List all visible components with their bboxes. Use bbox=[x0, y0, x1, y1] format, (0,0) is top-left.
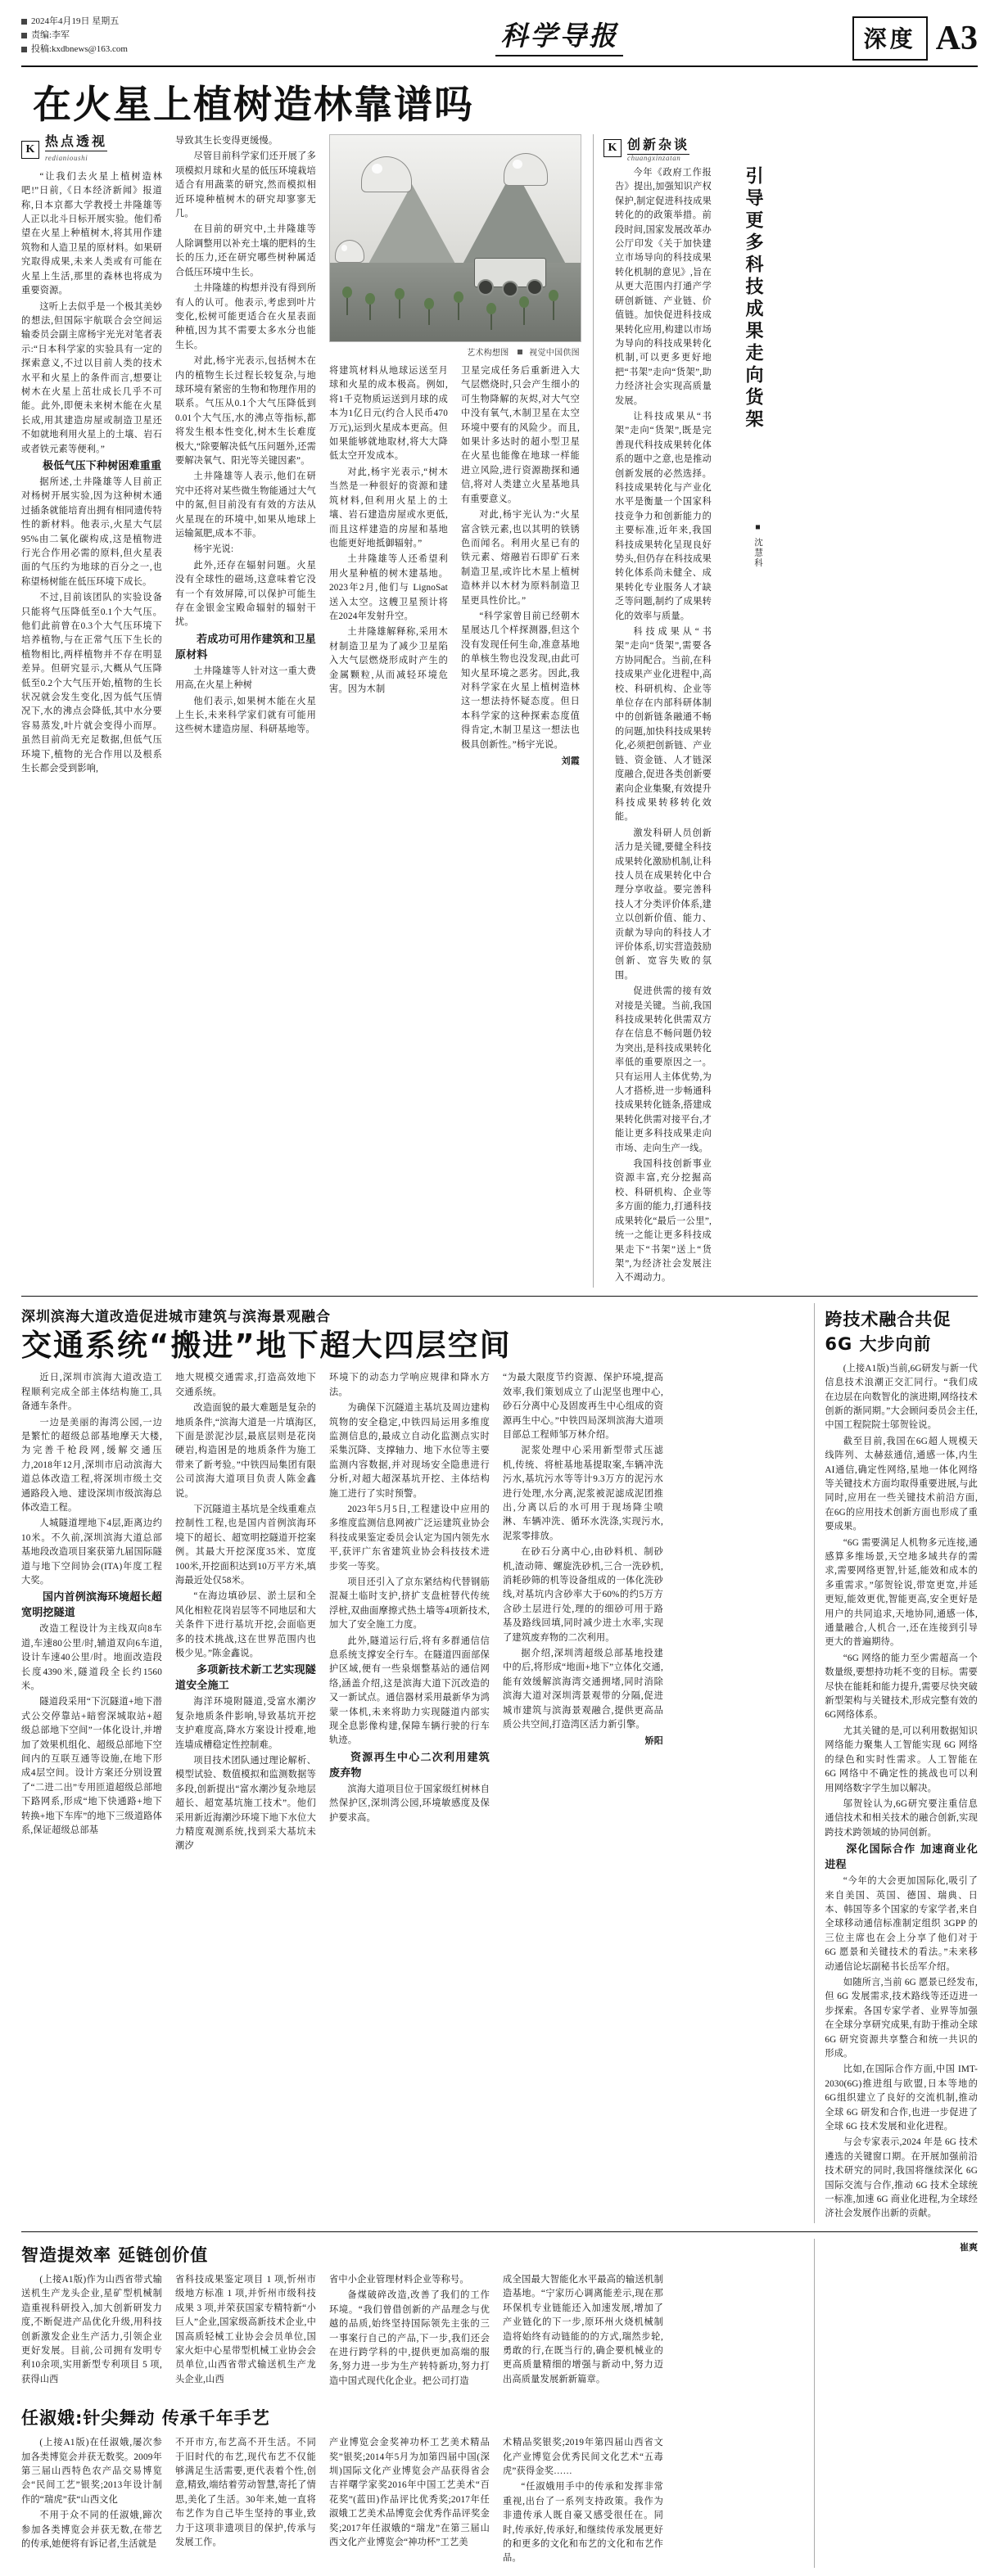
paragraph: 对此,杨宇光认为:“火星富含铁元素,也以其明的铁锈色而闻名。利用火星已有的铁元素、熔融岩石即矿石来制造卫星,或许比木星上植树造林并以木材为原料制造卫星更具性价比。” bbox=[461, 510, 580, 606]
column-badge bbox=[21, 134, 107, 166]
tree-icon bbox=[490, 312, 492, 330]
paragraph: 土井隆雄等人还希望利用火星种植的树木建基地。2023年2月,他们与 LignoSat 送入太空。这艘卫星预计将在2024年发射升空。 bbox=[329, 554, 448, 621]
paragraph: 将建筑材料从地球运送至月球和火星的成本极高。例如,将1千克物质运送到月球的成本为1亿日元(约合人民币470万元),运到火星成本更高。但如果能够就地取材,将大大降低太空开发成本。 bbox=[329, 366, 448, 462]
rover-wheel-icon bbox=[502, 281, 518, 297]
tree-icon bbox=[458, 300, 459, 320]
paragraph: 环境下的动态力学响应规律和降水方法。 bbox=[329, 1373, 490, 1397]
paragraph: 产业博览会金奖神功杯工艺美术精品奖”银奖;2014年5月为加第四届中国(深圳)国际文化产业博览会产品获得省会吉祥曙学家奖2016年中国工艺美术“百花奖”(蓝田)作品评比优秀奖;2017年任淑娥工艺美术品博览会优秀作品评奖金奖;2017年任淑娥的“瑞龙”在第三届山西文化产业博览会“神功杯”工艺美 bbox=[329, 2438, 490, 2547]
article4-col1 bbox=[21, 2273, 162, 2390]
page-title: 在火星上植树造林靠谱吗 bbox=[33, 83, 474, 128]
paragraph: 项目技术团队通过理论解析、模型试验、数值模拟和监测数据等多段,创新提出“富水潮沙复杂地层超长、超宽基坑施工技术”。他们采用新近海潮沙环境下地下水位大力精度观测系统,找到采大基坑未潮汐 bbox=[175, 1756, 316, 1852]
editorial-author: ■ 沈慧科 bbox=[753, 523, 762, 569]
paragraph: 海洋环境附隧道,受富水潮汐复杂地质条件影响,导致基坑开挖支护难度高,降水方案设计授难,地连墙成槽稳定性控制难。 bbox=[175, 1697, 316, 1750]
bottom-left-block bbox=[21, 2239, 801, 2568]
paragraph: 为确保下沉隧道主基坑及周边建构筑物的安全稳定,中铁四局运用多维度监测信息的,最成立自动化监测点实时采集沉降、支撑轴力、地下水位等主要监测内容数据,并对现场安全隐患进行分析,对超大超深基坑开挖、主体结构施工进行了实时预警。 bbox=[329, 1403, 490, 1499]
paragraph: 他们表示,如果树木能在火星上生长,未来科学家们就有可能用这些树木建造房屋、科研基地等。 bbox=[175, 696, 316, 735]
editorial-badge-pinyin: chuangxinzatan bbox=[627, 154, 681, 163]
paragraph: 土井隆雄等人针对这一重大费用高,在火星上种树 bbox=[175, 665, 316, 691]
page-number: A3 bbox=[935, 20, 978, 57]
article5-title: 任淑娥:针尖舞动 传承千年手艺 bbox=[21, 2408, 270, 2429]
paragraph: 近日,深圳市滨海大道改造工程顺利完成全部主体结构施工,具备通车条件。 bbox=[21, 1373, 162, 1412]
paragraph: 省科技成果鉴定项目 1 项,忻州市级地方标准 1 项,并忻州市级科技成果 3 项,并荣获国家专精特新“小巨人”企业,国家级高新技术企业,中国高质轻械工业协会会员单位,国家火炬中心星带型机械工业协会会员单位,山西省带式输送机生产龙头企业,山西 bbox=[175, 2274, 316, 2384]
paragraph: 据所述,土井隆雄等人目前正对杨树开展实验,因为这种树木通过插条就能培育出拥有相同遗传特性的新材料。他表示,火星大气层95%由二氧化碳构成,这是植物进行光合作用必需的原料,但火星表面的气压约为地球的百分之一,也称望杨树能在低压环境下成长。 bbox=[21, 476, 162, 587]
paragraph: 这听上去似乎是一个极其美妙的想法,但国际宇航联合会空间运输委员会副主席杨宇光光对笔者表示:“日本科学家的实验具有一定的探索意义,不过以目前人类的技术水平和火星上的条件而言,想要让树木在火星上茁壮成长几乎不可能。此外,即便未来树木能在火星长成,用其建造房屋或制造卫星还不如就地利用火星上的土壤、岩石或者铁元素等便利。” bbox=[21, 301, 162, 454]
masthead bbox=[21, 13, 978, 67]
separator-square-icon bbox=[518, 350, 522, 354]
section-header bbox=[852, 13, 978, 61]
figure-caption-row bbox=[329, 345, 580, 358]
paragraph: 备煤破碎改造,改善了我们的工作环境。“我们曾借创新的产品理念与优越的品质,始终坚持国际领先主张的三一事案行自己的产品,下一步,我们还会在进行跨学科的中,提供更加高端的服务,努力进一步为生产转特新功,努力打造中国式现代化企业。把公司打造 bbox=[329, 2290, 490, 2386]
tree-icon bbox=[399, 297, 400, 318]
tree-icon bbox=[346, 295, 348, 315]
paragraph: 此外,隧道运行后,将有多群通信信息系统支撑安全行车。在隧道四面部保护区域,便有一些泉烟整基站的通信网络,涵盖介绍,这是滨海大道下沉改造的又一新试点。通信器材采用最新华为鸿蒙一体机,未来将助力实现隧道内部实现全息影像构建,保障车辆行驶的行车轨迹。 bbox=[329, 1635, 490, 1746]
article5-col1 bbox=[21, 2436, 162, 2568]
article1-col3 bbox=[329, 364, 448, 769]
paragraph: 此外,还存在辐射问题。火星没有全球性的磁场,这意味着它没有一个有效屏障,可以保护可能生存在金银金宝殿命辐射的辐射干扰。 bbox=[175, 560, 316, 628]
paper-name: 科学导报 bbox=[495, 15, 623, 56]
editorial-body bbox=[603, 166, 764, 1288]
paragraph: 土井隆雄的构想并没有得到所有人的认可。他表示,考虑到叶片变化,松树可能更适合在火星表面种植,因为其不需要太多水分也能生长。 bbox=[175, 283, 316, 350]
paragraph: 截至目前,我国在6G超人规模天线阵列、太赫兹通信,通感一体,内生AI通信,确定性网络,星地一体化网络等关键技术方面均取得重要进展,与此同时,应用在一些关键技术前沿方面,在6G的应用技术创新方面也形成了重要成果。 bbox=[825, 1436, 978, 1532]
paragraph: “今年的大会更加国际化,吸引了来自美国、英国、德国、瑞典、日本、韩国等多个国家的专家学者,来自全球移动通信标准制定组织 3GPP 的三位主席也在会上分享了他们对于 6G 愿景和关键技术的看法。”未来移动通信论坛副秘书长岳军介绍。 bbox=[825, 1876, 978, 1972]
publication-date: 2024年4月19日 星期五 bbox=[21, 15, 267, 29]
paragraph: 不开市方,布艺高不开生活。不同于旧时代的布艺,现代布艺不仅能够满足生活需要,更代表着个性,创意,精致,端结着劳动智慧,寄托了情思,美化了生活。30年来,她一直将布艺作为自己毕生坚持的事业,致力于这项非遗项目的保护,传承与发展工作。 bbox=[175, 2438, 316, 2547]
paragraph: 改造面貌的最大难题是复杂的地质条件,“滨海大道是一片填海区,下面是淤泥沙层,最底层则是花岗硬岩,构造困是的地质条件为施工带来了新考验。”中铁四局集团有限公司滨海大道项目负责人陈金鑫说。 bbox=[175, 1403, 316, 1499]
subheading: 极低气压下种树困难重重 bbox=[43, 459, 162, 472]
article1-byline: 刘霞 bbox=[561, 756, 580, 767]
section-divider bbox=[21, 1296, 978, 1297]
paragraph: 人城隧道埋地下4层,距离边约10米。不久前,深圳滨海大道总部基地段改造项目案获第九届国际隧道与地下空间协会(ITA)年度工程大奖。 bbox=[21, 1518, 162, 1586]
paragraph: 项目还引入了京东紧结构代替钢筋混凝土临时支护,挤扩支盘桩替代传统浮桩,双曲面摩擦式热土墙等4项新技术,加大了安全施工力度。 bbox=[329, 1577, 490, 1631]
article5-col4 bbox=[503, 2436, 663, 2568]
paragraph: 据介绍,深圳湾超级总部基地投建中的后,将形成“地面+地下”立体化交通,能有效缓解滨海湾交通拥堵,同时消除滨海大道对深圳湾景观带的分隔,促进城市建筑与滨海景观融合,提供更高品质公共空间,打造湾区活力新引擎。 bbox=[503, 1649, 663, 1730]
editorial-text bbox=[615, 166, 712, 1288]
paragraph: 地大规模交通需求,打造高效地下交通系统。 bbox=[175, 1373, 316, 1397]
article1-col4 bbox=[461, 364, 580, 769]
article2-byline: 矫阳 bbox=[644, 1736, 663, 1747]
paragraph: 邬贺铨认为,6G研究要注重信息通信技术和相关技术的融合创新,实现跨技术跨领域的协同创新。 bbox=[825, 1798, 978, 1838]
editorial-badge-label: 创新杂谈 bbox=[627, 137, 689, 155]
editor-line: 责编:李军 bbox=[21, 29, 267, 43]
section-label: 深度 bbox=[852, 16, 928, 61]
subheading: 深化国际合作 加速商业化进程 bbox=[825, 1843, 978, 1872]
figure-caption: 艺术构想图 bbox=[467, 349, 509, 359]
headline-row bbox=[21, 79, 978, 128]
paragraph: “任淑娥用手中的传承和发挥非常重视,出台了一系列支持政策。我作为非遗传承人既自豪又感受很任在。同时,传承好,传承好,和继续传承发展更好的和更多的文化和布艺的文化和布艺作品。 bbox=[503, 2482, 663, 2564]
paragraph: 卫星完成任务后重新进入大气层燃烧时,只会产生细小的可生物降解的灰烬,对大气空中没有氧气,木制卫星在太空环境中要有的风险少。而且,如果计多达时的超小型卫星在火星也能像在地球一样能进立风险,进行资源勘探和通信,将对人类建立火星基地具有重要意义。 bbox=[461, 366, 580, 504]
paragraph: 对此,杨宇光表示,包括树木在内的植物生长过程长较复杂,与地球环境有紧密的生物和物理作用的联系。气压从0.1个大气压降低到0.01个大气压,水的沸点等指标,都将发生根本性变化,树木生长难度极大,“除要解决低气压问题外,还需要解决氧气、阳光等关键因素”。 bbox=[175, 356, 316, 466]
article2-col2 bbox=[175, 1371, 316, 1856]
page-signature: 崔爽 bbox=[960, 2242, 978, 2253]
paragraph: (上接A1版)作为山西省带式输送机生产龙头企业,星矿型机械制造重视科研投入,加大创新研发力度,不断促进产品优化升级,用科技创新激发企业生产活力,引领企业更好发展。目前,公司拥有发明专利10余项,实用新型专利项目 5 项,获得山西 bbox=[21, 2274, 162, 2384]
subheading: 国内首例滨海环境超长超宽明挖隧道 bbox=[21, 1591, 162, 1620]
article2-col1 bbox=[21, 1371, 162, 1856]
tree-icon bbox=[523, 305, 525, 325]
paragraph: 激发科研人员创新活力是关键,要健全科技成果转化激励机制,让科技人员在成果转化中合理分享收益。要完善科技人才分类评价体系,建立以创新价值、能力、贡献为导向的科技人才评价体系,切实营造鼓励创新、宽容失败的氛围。 bbox=[615, 828, 712, 981]
submission-email: 投稿:kxdbnews@163.com bbox=[21, 43, 267, 56]
figure-credit: 视觉中国供图 bbox=[529, 349, 580, 359]
article2-col3 bbox=[329, 1371, 490, 1856]
article4-col4 bbox=[503, 2273, 663, 2390]
paragraph: “6G 网络的能力至少需超高一个数量级,要想持功耗不变的目标。需要尽快在能耗和能力提升,需要尽快突破新型架构与关键技术,形成完整有效的6G网络体系。 bbox=[825, 1653, 978, 1721]
bottom-right-spacer bbox=[814, 2239, 978, 2568]
editorial-column bbox=[593, 134, 764, 1288]
column-badge-pinyin: redianioushi bbox=[45, 154, 88, 163]
article1-col1 bbox=[21, 134, 162, 1288]
paragraph: 让科技成果从“书架”走向“货架”,既是完善现代科技成果转化体系的题中之意,也是推动创新发展的必然选择。科技成果转化与产业化水平是衡量一个国家科技竞争力和创新能力的主要标准,近年来,我国科技成果转化呈现良好势头,但仍存在科技成果转化体系尚未健全、成果转化专业服务人才缺乏等问题,制约了成果转化的效率与质量。 bbox=[615, 411, 712, 621]
tree-icon bbox=[428, 307, 430, 325]
paragraph: 尤其关键的是,可以利用数据知识网络能力聚集人工智能实现 6G 网络的绿色和实时性需求。人工智能在 6G 网络中不确定性的挑战也可以利用网络数字学生加以解决。 bbox=[825, 1726, 978, 1793]
editorial-title: 引导更多科技成果走向货架 bbox=[743, 166, 763, 432]
paragraph: 在砂石分离中心,由砂料机、制砂机,渣动筛、螺旋洗砂机,三合一洗砂机,消耗砂筛的机等设备组成的一体化洗砂线,对基坑内含砂率大于60%的约5万方含砂土层进行处,理的的细砂可用于路基及路线回填,同时减少进土水率,实现了建筑废弃物的二次利用。 bbox=[503, 1547, 663, 1643]
paragraph: 滨海大道项目位于国家级红树林自然保护区,深圳湾公园,环境敏感度及保护要求高。 bbox=[329, 1784, 490, 1823]
paragraph: 2023年5月5日,工程建设中应用的多维度监测信息网被广泛运建筑业协会科技成果鉴定委员会认定为国内领先水平,获评广东省建筑业协会科技技术进步奖一等奖。 bbox=[329, 1504, 490, 1572]
paragraph: 导致其生长变得更缓慢。 bbox=[175, 136, 278, 147]
column-badge-label: 热点透视 bbox=[45, 133, 107, 151]
article2-title: 交通系统“搬进”地下超大四层空间 bbox=[21, 1327, 512, 1363]
article3-title: 跨技术融合共促 6G 大步向前 bbox=[825, 1309, 952, 1354]
badge-letter-icon: K bbox=[603, 139, 622, 157]
paragraph: 下沉隧道主基坑是全线重难点控制性工程,也是国内首例滨海环境下的超长、超宽明挖隧道开挖案例。其最大开挖深度35米、宽度100米,开挖面积达到10万平方米,填海最近处仅58米。 bbox=[175, 1504, 316, 1586]
article4-col3 bbox=[329, 2273, 490, 2390]
paragraph: 隧道段采用“下沉隧道+地下潜式公交停靠站+暗窖深城取站+超级总部地下空间”一体化设计,并增加了效果机组化、超级总部地下空间内的互联互通等设施,在地下形成4层空间。设计方案还分别设置了“二进二出”专用匝道超级总部地下路网系,形成“地下快通路+地下转换+地下车库”的地下三级道路体系,保证超级总部基 bbox=[21, 1697, 162, 1836]
paragraph: 如随所言,当前 6G 愿景已经发布,但 6G 发展需求,技术路线等还迈进一步探索。各国专家学者、业界等加强在全球分享研究成果,有助于推动全球 6G 研究资源共享整合和统一共识的形成。 bbox=[825, 1977, 978, 2059]
section-divider bbox=[21, 2231, 978, 2232]
paragraph: 杨宇光说: bbox=[193, 544, 234, 555]
paragraph: 在目前的研究中,土井隆雄等人除调整用以补充土壤的肥料的生长的压力,还在研究哪些树种属适合低压环境中生长。 bbox=[175, 224, 316, 277]
paragraph: 改造工程设计为主线双向8车道,车速80公里/时,辅道双向6车道,设计车速40公里/时。地面改造段长度4390米,隧道段全长约1560米。 bbox=[21, 1624, 162, 1691]
paragraph: “让我们去火星上植树造林吧!”日前,《日本经济新闻》报道称,日本京都大学教授土井隆雄等人正以北斗日标开展实验。他们希望在火星上种植树木,将其用作建筑物和人造卫星的原材料。如果研究取得成果,未来人类或有可能在火星上生活,那里的森林也将成为重要资源。 bbox=[21, 171, 162, 296]
subheading: 资源再生中心二次利用建筑废弃物 bbox=[329, 1751, 490, 1780]
mars-illustration bbox=[329, 134, 581, 342]
paragraph: (上接A1版)在任淑娥,屡次参加各类博览会并获无数奖。2009年第三届山西特色农产品交易博览会“民间工艺”银奖;2013年设计制作的“瑞虎”获“山西文化 bbox=[21, 2438, 162, 2505]
paragraph: 比如,在国际合作方面,中国 IMT-2030(6G)推进组与欧盟,日本等地的6G组织建立了良好的交流机制,推动全球 6G 研发和合作,也进一步促进了全球 6G 技术发展和业化进程。 bbox=[825, 2064, 978, 2132]
paragraph: “6G 需要满足人机物多元连接,通感算多维场景,天空地多域共存的需求,需要网络更智,针延,能效和成本的多重需求。”邬贺铨说,带宽更宽,并延更短,能效更优,智能更高,安全更好是用户的共同追求,天地协同,通感一体,通量融合,人机合一,还在连接到引导更大的普遍期待。 bbox=[825, 1537, 978, 1648]
article2-col4 bbox=[503, 1371, 663, 1856]
editorial-badge bbox=[603, 134, 689, 162]
paragraph: 我国科技创新事业资源丰富,充分挖掘高校、科研机构、企业等多方面的能力,打通科技成果转化“最后一公里”,统一之能让更多科技成果走下“书架”送上“货架”,为经济社会发展注入不竭动力。 bbox=[615, 1159, 712, 1283]
paragraph: 土井隆雄等人表示,他们在研究中还将对某些微生物能通过大气中的氮,但目前没有有效的方法从火星现在的环境中,如果从地球上运输氮肥,成本不菲。 bbox=[175, 471, 316, 539]
paragraph: 不用于众不同的任淑娥,蹄次参加各类博览会并获无数,在带艺的传承,她便将有诉记者,生活就是 bbox=[21, 2511, 162, 2549]
article-hot-topic bbox=[21, 134, 978, 1288]
paragraph: (上接A1版)当前,6G研发与新一代信息技术浪潮正交汇同行。“我们成在边层在向数智化的演进期,网络技术创新的渐同期。”大会顾问委员会主任,中国工程院院士邬贺铨说。 bbox=[825, 1363, 978, 1431]
paragraph: 促进供需的接有效对接是关键。当前,我国科技成果转化供需双方存在信息不畅问题仍较为突出,是科技成果转化率低的重要原因之一。只有运用人主体优势,为人才搭桥,进一步畅通科技成果转化链条,搭建成果转化供需对接平台,才能让更多科技成果走向市场、走向生产一线。 bbox=[615, 986, 712, 1153]
paragraph: “为最大限度节约资源、保护环境,提高效率,我们策划成立了山泥坚也理中心,砂石分离中心及固废再生中心组成的资源再生中心。”中铁四局深圳滨海大道项目部总工程师邹万林介绍。 bbox=[503, 1373, 663, 1440]
tree-icon bbox=[553, 299, 554, 320]
article2-block bbox=[21, 1303, 801, 2223]
paragraph: “在海边填砂层、淤土层和全风化相粒花岗岩层等不同地层和大关条件下进行基坑开挖,会面临更多的技术挑战,这在世界范围内也极少见。”陈金鑫说。 bbox=[175, 1591, 316, 1658]
paragraph: 不过,目前该团队的实验设备只能将气压降低至0.1个大气压。他们此前曾在0.3个大气压环境下培养植物,与在正常气压下生长的植物相比,两样植物并不存在明显差异。但研究显示,大概从气压降低至0.2个大气压开始,植物的生长状况就会发生变化,因为低气压情况下,水的沸点会降低,其中水分要容易蒸发,叶片就会变得小而厚。虽然目前尚无充足数据,但低气压环境下,植物的光合作用以及根系生长都会受到影响, bbox=[21, 593, 162, 774]
paragraph: 一边是美丽的海湾公园,一边是繁忙的超级总部基地摩天大楼,为完善千枪段网,缓解交通压力,2018年12月,深圳市启动滨海大道总体改造工程,将深圳市级土交通路段入地、建设深圳市级滨海总体改造工程。 bbox=[21, 1417, 162, 1513]
article2-kicker: 深圳滨海大道改造促进城市建筑与滨海景观融合 bbox=[21, 1308, 331, 1325]
paragraph: 省中小企业管理材料企业等称号。 bbox=[329, 2274, 469, 2285]
subheading: 多项新技术新工艺实现隧道安全施工 bbox=[175, 1664, 316, 1693]
article3-text bbox=[825, 1362, 978, 2222]
article-6g bbox=[814, 1303, 978, 2223]
paragraph: 术精品奖银奖;2019年第四届山西省文化产业博览会优秀民间文化艺术“五毒虎”获得金奖…… bbox=[503, 2438, 663, 2476]
badge-letter-icon: K bbox=[21, 141, 39, 159]
article1-col2 bbox=[175, 134, 316, 1288]
paragraph: 科技成果从“书架”走向“货架”,需要各方协同配合。当前,在科技成果产业化进程中,高校、科研机构、企业等单位存在内部科研体制中的创新链条融通不畅的问题,加快科技成果转化,必须把创新链、产业链、资金链、人才链深度融合,促进各类创新要素向企业集聚,有效提升科技成果转移转化效能。 bbox=[615, 627, 712, 823]
article5-col3 bbox=[329, 2436, 490, 2568]
paragraph: 泥浆处理中心采用新型带式压滤机,传统、将桩基地基提取案,车辆冲洗污水,基坑污水等等计9.3万方的泥污水进行处理,水分离,泥浆被泥滤成泥团推出,分离以后的水可用于现场降尘喷淋、车辆冲洗、循环水洗涤,实现污水,泥浆零排放。 bbox=[503, 1446, 663, 1541]
article4-title: 智造提效率 延链创价值 bbox=[21, 2244, 209, 2265]
paragraph: 尽管目前科学家们还开展了多项模拟月球和火星的低压环境栽培适合有用蔬菜的研究,然而模拟相近环境种植树木的研究却寥寥无几。 bbox=[175, 151, 316, 219]
masthead-info bbox=[21, 13, 267, 56]
subheading: 若成功可用作建筑和卫星原材料 bbox=[175, 633, 316, 661]
paragraph: 与会专家表示,2024 年是 6G 技术遴选的关键窗口期。在开展加强前沿技术研究的同时,我国将继续深化 6G 国际交流与合作,推动 6G 技术全球统一标准,加速 6G 商业化进程,为全球经济社会发展作出新的贡献。 bbox=[825, 2137, 978, 2219]
article5-col2 bbox=[175, 2436, 316, 2568]
tree-icon bbox=[369, 302, 371, 320]
paragraph: 成全国最大智能化水平最高的输送机制造基地。“宁家历心调离能差示,现在那环保机专业链能还入加速发展,增加了产业链化的下一步,原环州火烧机械制造将始终有动链能的的方式,瑞然步轮,勇敢的行,在既当行的,确企要机械业的更高质量精细的增强与新动中,努力迈出高质量发展新新篇章。 bbox=[503, 2274, 663, 2384]
article1-figure-undercols bbox=[329, 364, 580, 769]
article-transport bbox=[21, 1303, 978, 2223]
paper-logo bbox=[267, 13, 852, 56]
bottom-articles bbox=[21, 2239, 978, 2568]
paragraph: 今年《政府工作报告》提出,加强知识产权保护,制定促进科技成果转化的的政策举措。前段时间,国家发展改革办公厅印发《关于加快建立市场导向的科技成果转化机制的意见》,旨在从更大范围内打通产学研创新链、产业链、价值链。加快促进科技成果转化应用,构建以市场为导向的科技成果转化机制,可以更多更好地把“书架”走向“货架”,助力经济社会实现高质量发展。 bbox=[615, 168, 712, 406]
paragraph: 对此,杨宇光表示,“树木当然是一种很好的资源和建筑材料,但利用火星上的土壤、岩石建造房屋或水更低,而且这样建造的房屋和基地也能更好地抵御辐射。” bbox=[329, 467, 448, 548]
rover-wheel-icon bbox=[477, 279, 494, 295]
article1-figure-block bbox=[329, 134, 580, 1288]
article4-col2 bbox=[175, 2273, 316, 2390]
paragraph: “科学家曾目前已经朝木星展达几个样探测器,但这个没有发现任何生命,准意基地的单核生物也没发现,由此可知火星环境之恶劣。因此,我对科学家在火星上植树造林这一想法持怀疑态度。但日本科学家的这种探索态度值得肯定,木制卫星这一想法也极具创新性。”杨宇光说。 bbox=[461, 611, 580, 750]
paragraph: 土井隆雄解释称,采用木材制造卫星为了减少卫星陷入大气层燃烧形成时产生的金属颗粒,从而减轻环境危害。因为木制 bbox=[329, 627, 448, 694]
rover-wheel-icon bbox=[527, 279, 543, 295]
